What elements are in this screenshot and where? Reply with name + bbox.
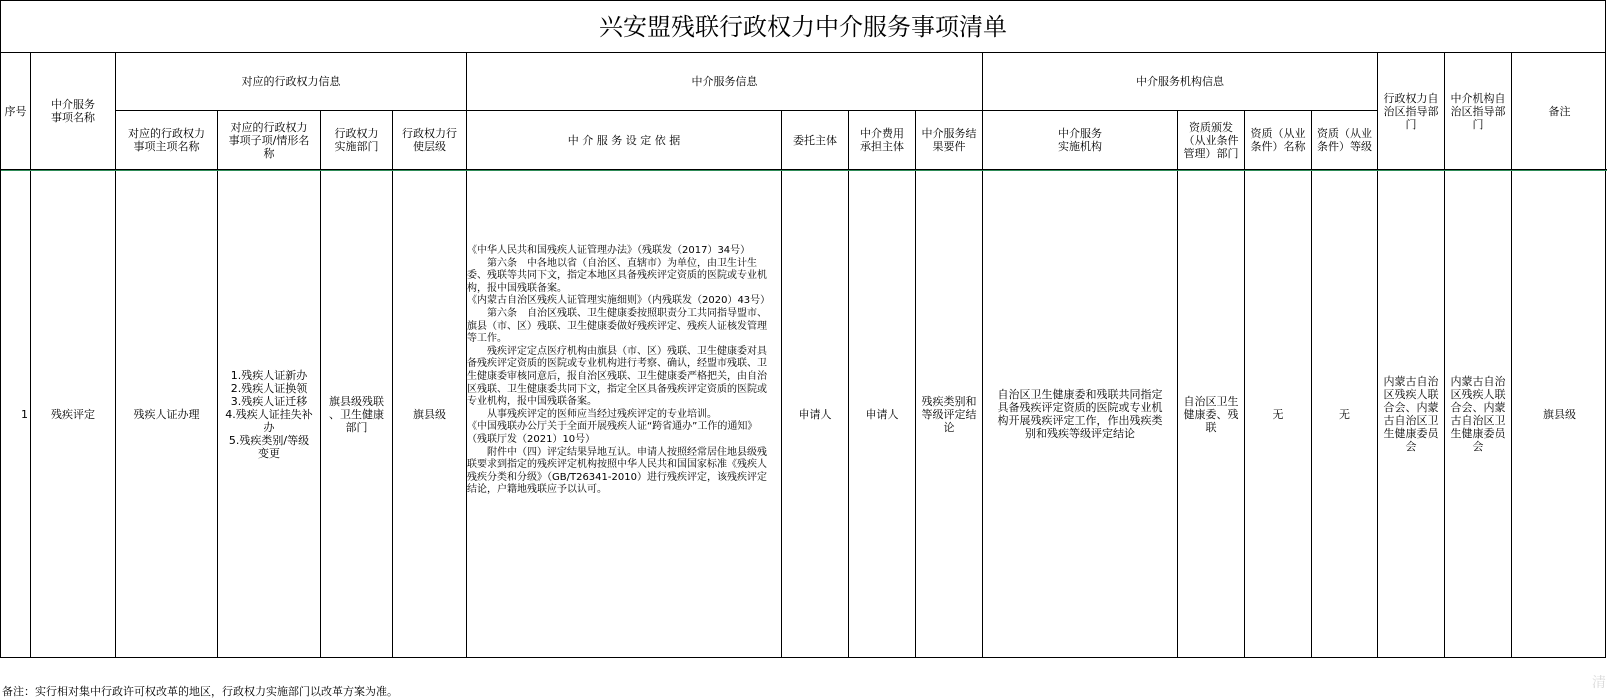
list-item: 5.残疾类别/等级 [228,433,310,447]
basis-paragraph: 残疾评定定点医疗机构由旗县（市、区）残联、卫生健康委对具备残疾评定资质的医院或专业机构进行考察、确认，经盟市残联、卫生健康委审核同意后，报自治区残联、卫生健康委严格把关，由自治区残联、卫生健康委共同下文，指定全区具备残疾评定资质的医院或专业机构，报中国残联备案。 [467,345,767,408]
cell-seq [1,170,31,658]
cell-remark [1512,170,1607,658]
header-guide-org-label: 中介机构自 治区指导部 门 [1450,91,1506,131]
cell-guide-org [1445,170,1512,658]
header-sub-item-label: 对应的行政权力 事项子项/情形名 称 [228,120,310,160]
cell-level-value: 旗县级 [413,407,446,421]
cell-item-name [31,170,116,658]
header-guide-power [1378,53,1445,170]
header-group-power [116,53,467,111]
header-qual-level [1312,111,1378,170]
header-level-label: 行政权力行 使层级 [402,127,457,153]
cell-level [393,170,467,658]
header-qual-dept-label: 资质颁发 （从业条件 管理）部门 [1183,120,1239,160]
list-item: 4.残疾人证挂失补 [225,407,313,421]
header-seq-label: 序号 [4,104,27,118]
header-fee-label: 中介费用 承担主体 [860,127,904,153]
cell-qual-level [1312,170,1378,658]
cell-item-name-value: 残疾评定 [51,407,95,421]
basis-paragraph: 附件中（四）评定结果异地互认。申请人按照经常居住地县级残联要求到指定的残疾评定机构按照中华人民共和国国家标准《残疾人残疾分类和分级》（GB/T26341-2010）进行残疾评定，该残疾评定结论，户籍地残联应予以认可。 [467,446,767,496]
cell-qual-level-value: 无 [1339,407,1350,421]
header-level [393,111,467,170]
header-group-power-label: 对应的行政权力信息 [241,75,341,88]
cell-fee [849,170,916,658]
list-item: 1.残疾人证新办 [230,368,308,382]
header-qual-level-label: 资质（从业 条件）等级 [1317,127,1372,153]
cell-fee-value: 申请人 [865,407,899,421]
cell-qual-name-value: 无 [1272,407,1284,421]
header-item-name [31,53,116,170]
cell-org [983,170,1178,658]
header-guide-org [1445,53,1512,170]
cell-entrust [782,170,849,658]
basis-paragraph: 《中华人民共和国残疾人证管理办法》（残联发（2017）34号） [467,245,751,256]
basis-text [467,245,771,497]
sub-item-list [225,369,313,460]
header-qual-name [1245,111,1312,170]
cell-result [916,170,983,658]
header-seq [1,53,31,170]
header-item-name-label: 中介服务 事项名称 [51,98,95,124]
cell-guide-power [1378,170,1445,658]
header-basis-label: 中 介 服 务 设 定 依 据 [567,133,681,147]
footer-note: 备注：实行相对集中行政许可权改革的地区，行政权力实施部门以改革方案为准。 [2,685,398,698]
cell-main-item [116,170,218,658]
basis-paragraph: 第六条 自治区残联、卫生健康委按照职责分工共同指导盟市、旗县（市、区）残联、卫生健康委做好残疾评定、残疾人证核发管理等工作。 [467,307,767,345]
header-divider [1,170,1607,171]
header-qual-name-label: 资质（从业 条件）名称 [1250,127,1306,153]
cell-main-item-value: 残疾人证办理 [133,407,200,421]
basis-paragraph: 第六条 中各地以省（自治区、直辖市）为单位，由卫生计生委、残联等共同下文，指定本地区具备残疾评定资质的医院或专业机构，报中国残联备案。 [467,257,767,294]
header-main-item-label: 对应的行政权力 事项主项名称 [128,127,205,153]
header-group-org-label: 中介服务机构信息 [1136,75,1224,88]
header-entrust [782,111,849,170]
cell-sub-item [218,170,321,658]
header-dept [321,111,393,170]
page-title: 兴安盟残联行政权力中介服务事项清单 [1,1,1605,53]
header-group-service [467,53,983,111]
basis-paragraph: 《中国残联办公厅关于全面开展残疾人证“跨省通办”工作的通知》（残联厅发（2021）10号） [467,421,758,445]
list-item: 变更 [258,446,280,460]
header-basis [467,111,782,170]
cell-dept [321,170,393,658]
header-qual-dept [1178,111,1245,170]
cell-dept-value: 旗县级残联 、卫生健康 部门 [329,394,384,434]
cell-qual-dept-value: 自治区卫生 健康委、残 联 [1183,394,1239,434]
header-sub-item [218,111,321,170]
cell-guide-power-value: 内蒙古自治 区残疾人联 合会、内蒙 古自治区卫 生健康委员 会 [1383,375,1439,453]
header-remark-label: 备注 [1548,104,1571,118]
header-result [916,111,983,170]
header-main-item [116,111,218,170]
cell-result-value: 残疾类别和 等级评定结 论 [921,394,977,434]
header-entrust-label: 委托主体 [793,133,837,147]
header-group-service-label: 中介服务信息 [691,75,758,88]
header-org [983,111,1178,170]
cell-org-value: 自治区卫生健康委和残联共同指定 具备残疾评定资质的医院或专业机 构开展残疾评定工作，作出残疾类 别和残疾等级评定结论 [997,388,1163,440]
cell-remark-value: 旗县级 [1543,407,1576,421]
corner-mark: 清 [1592,675,1606,691]
header-fee [849,111,916,170]
cell-qual-name [1245,170,1312,658]
cell-seq-value: 1 [21,407,28,421]
header-result-label: 中介服务结 果要件 [921,127,977,153]
header-guide-power-label: 行政权力自 治区指导部 门 [1383,91,1439,131]
cell-guide-org-value: 内蒙古自治 区残疾人联 合会、内蒙 古自治区卫 生健康委员 会 [1450,375,1506,453]
header-org-label: 中介服务 实施机构 [1058,127,1102,153]
cell-qual-dept [1178,170,1245,658]
basis-paragraph: 《内蒙古自治区残疾人证管理实施细则》（内残联发（2020）43号） [467,295,771,307]
list-item: 办 [263,420,275,434]
header-remark [1512,53,1607,170]
cell-entrust-value: 申请人 [798,407,832,421]
header-dept-label: 行政权力 实施部门 [334,127,379,153]
list-item: 3.残疾人证迁移 [230,394,308,408]
list-item: 2.残疾人证换领 [230,381,308,395]
basis-paragraph: 从事残疾评定的医师应当经过残疾评定的专业培训。 [487,408,717,420]
header-group-org [983,53,1378,111]
